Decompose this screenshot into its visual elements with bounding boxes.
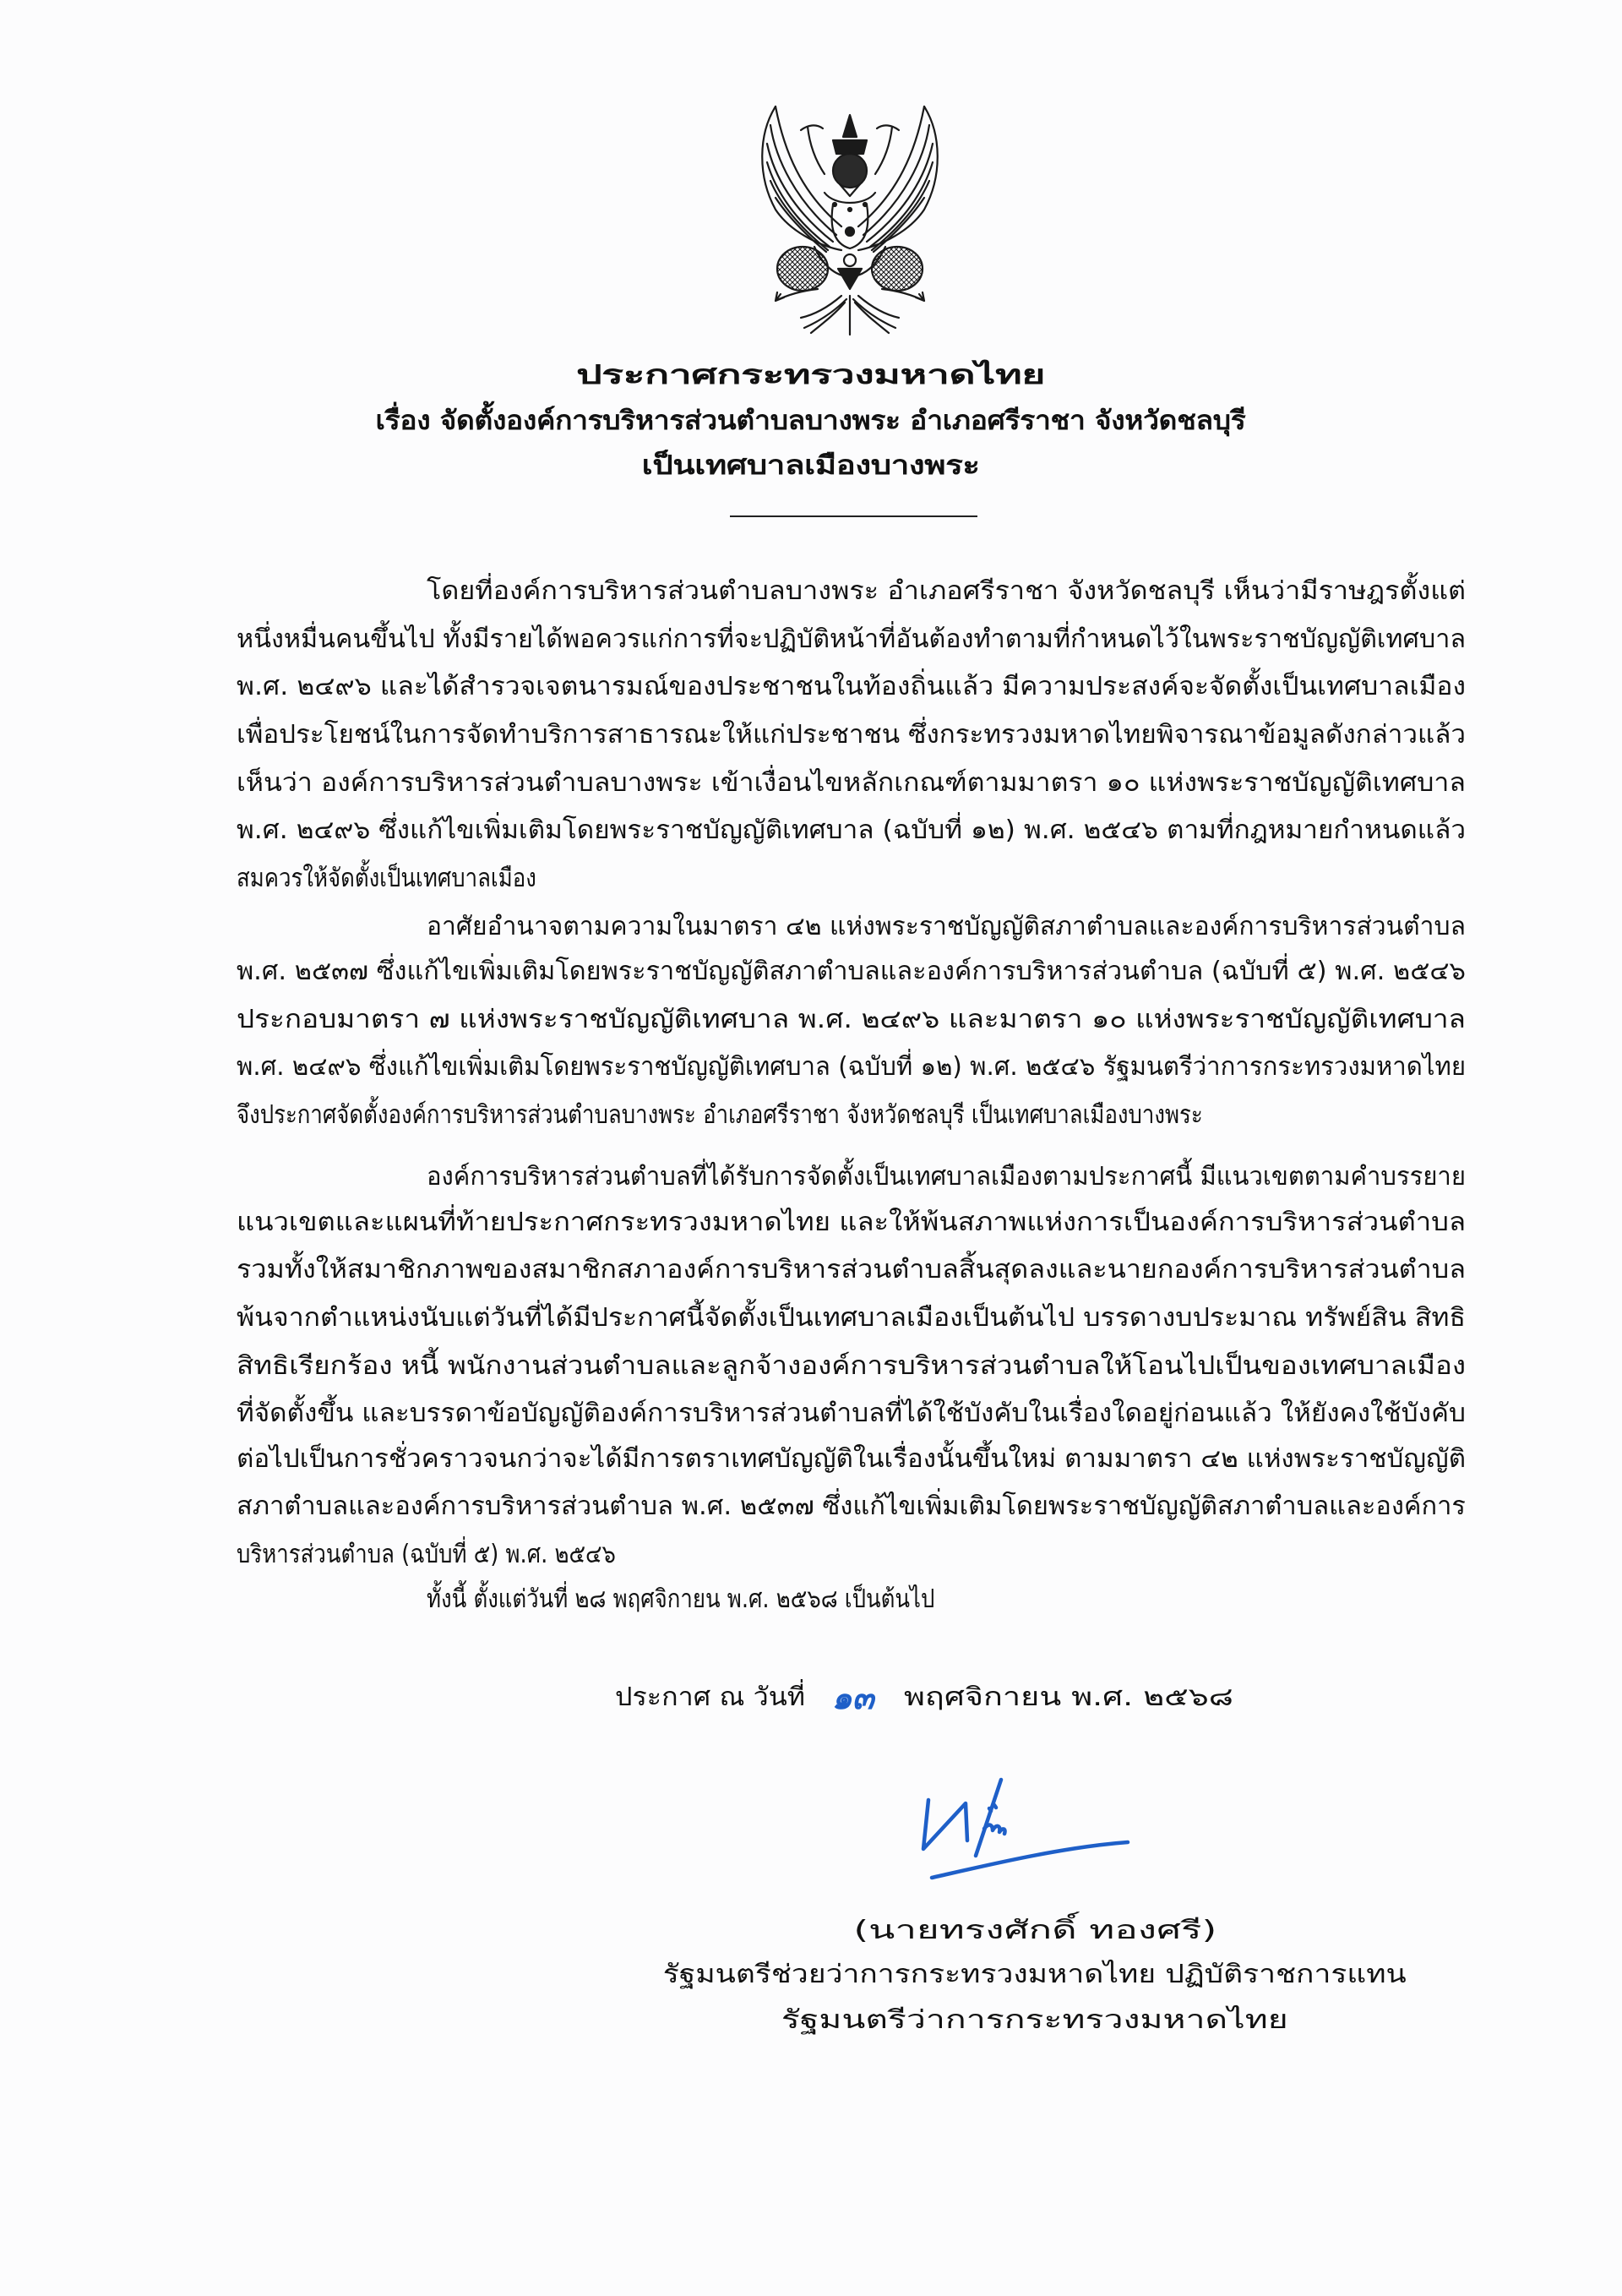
signatory-name: (นายทรงศักดิ์ ทองศรี) [852,1916,1216,1945]
paragraph-1-line: พ.ศ. ๒๔๙๖ ซึ่งแก้ไขเพิ่มเติมโดยพระราชบัญญัติเทศบาล (ฉบับที่ ๑๒) พ.ศ. ๒๕๔๖ ตามที่กฎหมายกำหนดแล้ว [237,815,1467,845]
paragraph-1-line: สมควรให้จัดตั้งเป็นเทศบาลเมือง [237,864,536,893]
handwritten-day: ๑๓ [831,1678,874,1716]
paragraph-3-line: แนวเขตและแผนที่ท้ายประกาศกระทรวงมหาดไทย และให้พ้นสภาพแห่งการเป็นองค์การบริหารส่วนตำบล [237,1208,1467,1237]
paragraph-2-line: จึงประกาศจัดตั้งองค์การบริหารส่วนตำบลบางพระ อำเภอศรีราชา จังหวัดชลบุรี เป็นเทศบาลเมืองบางพระ [237,1100,1203,1130]
paragraph-3-line: ต่อไปเป็นการชั่วคราวจนกว่าจะได้มีการตราเทศบัญญัติในเรื่องนั้นขึ้นใหม่ ตามมาตรา ๔๒ แห่งพระราชบัญญัติ [237,1444,1467,1474]
signatory-position-1: รัฐมนตรีช่วยว่าการกระทรวงมหาดไทย ปฏิบัติราชการแทน [663,1960,1407,1989]
title-line-issuer: ประกาศกระทรวงมหาดไทย [576,360,1046,390]
paragraph-3-line: รวมทั้งให้สมาชิกภาพของสมาชิกสภาองค์การบริหารส่วนตำบลสิ้นสุดลงและนายกองค์การบริหารส่วนตำบล [237,1255,1467,1284]
paragraph-1-line: หนึ่งหมื่นคนขึ้นไป ทั้งมีรายได้พอควรแก่การที่จะปฏิบัติหน้าที่อันต้องทำตามที่กำหนดไว้ในพระราชบัญญัติเทศบาล [237,624,1467,654]
paragraph-3-line: พ้นจากตำแหน่งนับแต่วันที่ได้มีประกาศนี้จัดตั้งเป็นเทศบาลเมืองเป็นต้นไป บรรดางบประมาณ ทรัพย์สิน สิทธิ [237,1303,1467,1333]
paragraph-3-line: สภาตำบลและองค์การบริหารส่วนตำบล พ.ศ. ๒๕๓๗ ซึ่งแก้ไขเพิ่มเติมโดยพระราชบัญญัติสภาตำบลและองค์การ [237,1492,1466,1521]
title-separator-rule [730,515,977,517]
date-suffix: พฤศจิกายน พ.ศ. ๒๕๖๘ [904,1682,1234,1712]
announcement-title [0,353,1622,489]
paragraph-1-line: เห็นว่า องค์การบริหารส่วนตำบลบางพระ เข้าเงื่อนไขหลักเกณฑ์ตามมาตรา ๑๐ แห่งพระราชบัญญัติเทศบาล [237,768,1466,798]
date-prefix: ประกาศ ณ วันที่ [615,1682,805,1712]
effective-date-line: ทั้งนี้ ตั้งแต่วันที่ ๒๘ พฤศจิกายน พ.ศ. ๒๕๖๘ เป็นต้นไป [427,1584,935,1614]
paragraph-2-line: พ.ศ. ๒๔๙๖ ซึ่งแก้ไขเพิ่มเติมโดยพระราชบัญญัติเทศบาล (ฉบับที่ ๑๒) พ.ศ. ๒๕๔๖ รัฐมนตรีว่าการกระทรวงมหาดไทย [237,1052,1467,1082]
paragraph-2-line: ประกอบมาตรา ๗ แห่งพระราชบัญญัติเทศบาล พ.ศ. ๒๔๙๖ และมาตรา ๑๐ แห่งพระราชบัญญัติเทศบาล [237,1005,1466,1034]
title-line-subject: เรื่อง จัดตั้งองค์การบริหารส่วนตำบลบางพระ อำเภอศรีราชา จังหวัดชลบุรี [376,405,1246,436]
paragraph-3-line: สิทธิเรียกร้อง หนี้ พนักงานส่วนตำบลและลูกจ้างองค์การบริหารส่วนตำบลให้โอนไปเป็นของเทศบาลเมือง [237,1351,1466,1381]
paragraph-2-line: อาศัยอำนาจตามความในมาตรา ๔๒ แห่งพระราชบัญญัติสภาตำบลและองค์การบริหารส่วนตำบล [427,912,1466,941]
paragraph-3-line: องค์การบริหารส่วนตำบลที่ได้รับการจัดตั้งเป็นเทศบาลเมืองตามประกาศนี้ มีแนวเขตตามคำบรรยาย [427,1162,1466,1192]
paragraph-1-line: เพื่อประโยชน์ในการจัดทำบริการสาธารณะให้แก่ประชาชน ซึ่งกระทรวงมหาดไทยพิจารณาข้อมูลดังกล่าวแล้ว [237,720,1467,750]
paragraph-3-line: ที่จัดตั้งขึ้น และบรรดาข้อบัญญัติองค์การบริหารส่วนตำบลที่ได้ใช้บังคับในเรื่องใดอยู่ก่อนแล้ว ให้ยังคงใช้บังคับ [237,1399,1466,1428]
signature-mark-icon [917,1775,1136,1884]
title-line-subject-cont: เป็นเทศบาลเมืองบางพระ [641,450,980,481]
paragraph-2-line: พ.ศ. ๒๕๓๗ ซึ่งแก้ไขเพิ่มเติมโดยพระราชบัญญัติสภาตำบลและองค์การบริหารส่วนตำบล (ฉบับที่ ๕) พ.ศ. ๒๕๔๖ [237,957,1466,986]
signatory-position-2: รัฐมนตรีว่าการกระทรวงมหาดไทย [781,2005,1288,2035]
announcement-date [615,1673,1233,1721]
garuda-emblem-icon [742,100,958,338]
paragraph-3-line: บริหารส่วนตำบล (ฉบับที่ ๕) พ.ศ. ๒๕๔๖ [237,1540,616,1569]
paragraph-1-line: โดยที่องค์การบริหารส่วนตำบลบางพระ อำเภอศรีราชา จังหวัดชลบุรี เห็นว่ามีราษฎรตั้งแต่ [427,576,1467,606]
paragraph-1-line: พ.ศ. ๒๔๙๖ และได้สำรวจเจตนารมณ์ของประชาชนในท้องถิ่นแล้ว มีความประสงค์จะจัดตั้งเป็นเทศบาลเมือง [237,672,1466,701]
